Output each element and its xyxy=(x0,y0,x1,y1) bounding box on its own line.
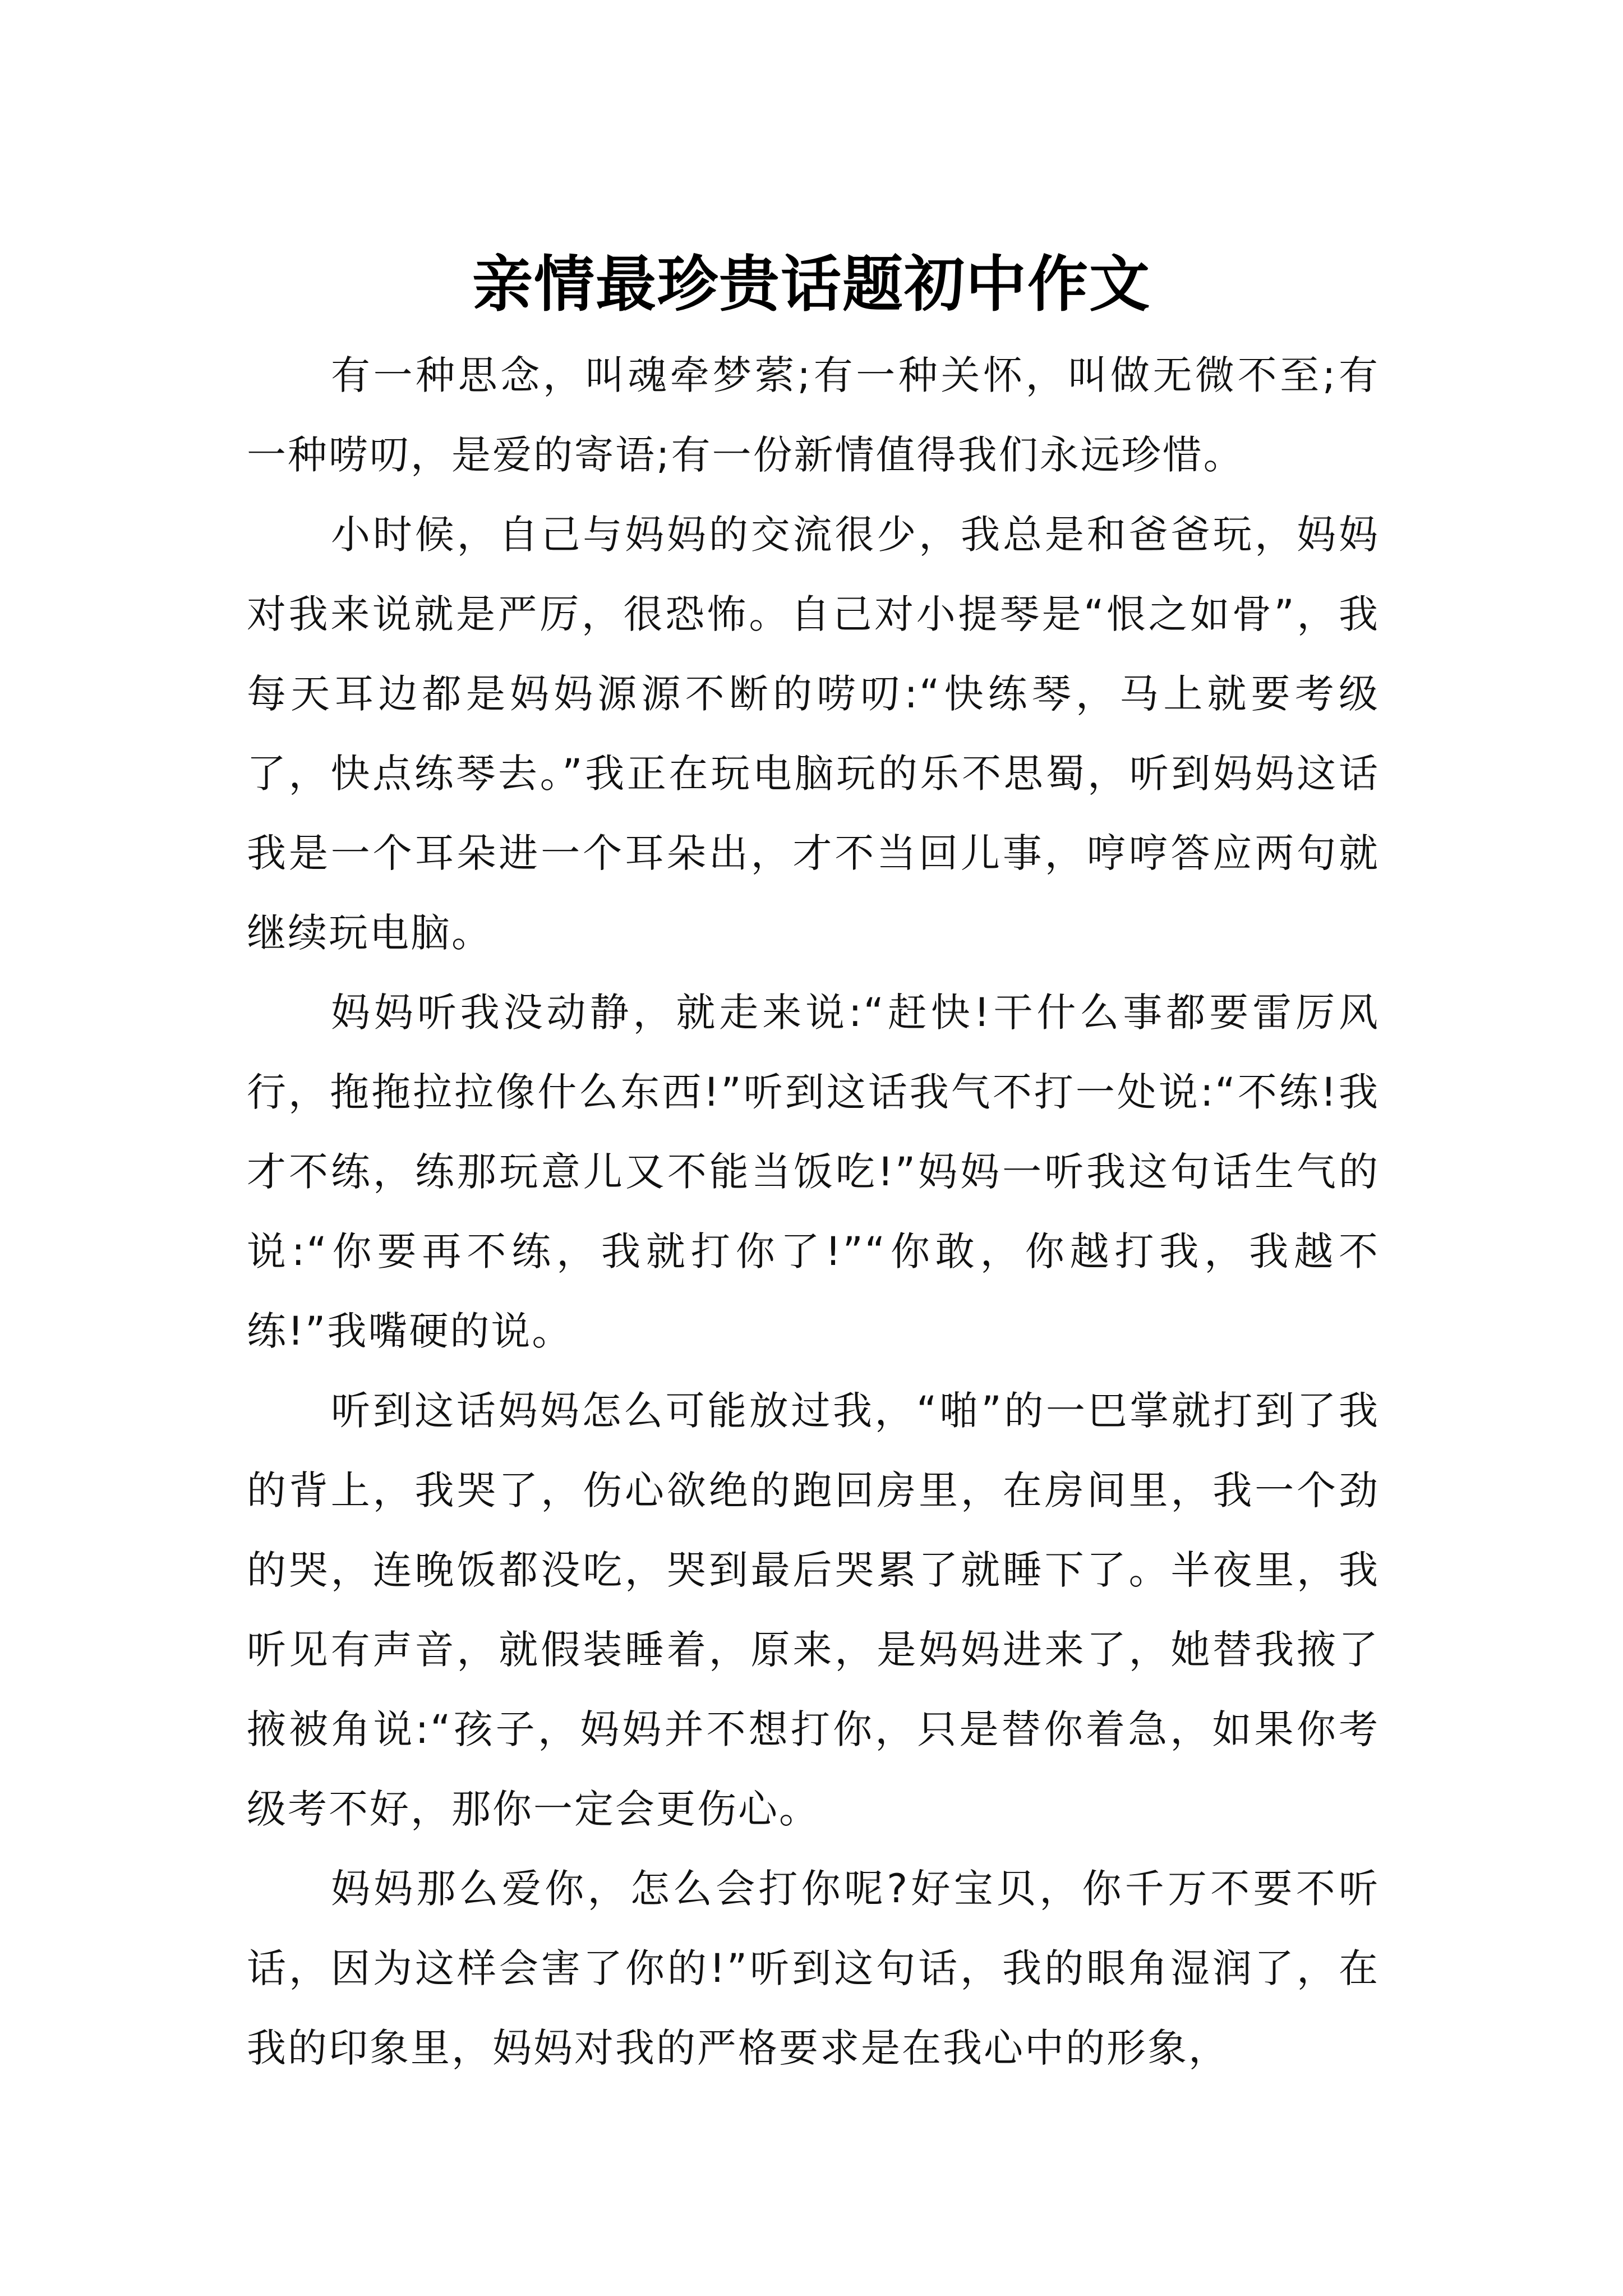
paragraph: 有一种思念，叫魂牵梦萦;有一种关怀，叫做无微不至;有一种唠叨，是爱的寄语;有一份新情值得我们永远珍惜。 xyxy=(247,352,1380,478)
document-title: 亲情最珍贵话题初中作文 xyxy=(472,249,1151,320)
paragraph: 小时候，自己与妈妈的交流很少，我总是和爸爸玩，妈妈对我来说就是严厉，很恐怖。自己对小提琴是“恨之如骨”，我每天耳边都是妈妈源源不断的唠叨:“快练琴，马上就要考级了，快点练琴去。”我正在玩电脑玩的乐不思蜀，听到妈妈这话我是一个耳朵进一个耳朵出，才不当回儿事，哼哼答应两句就继续玩电脑。 xyxy=(247,512,1380,956)
document-body xyxy=(247,335,1380,2088)
paragraph: 妈妈听我没动静，就走来说:“赶快!干什么事都要雷厉风行，拖拖拉拉像什么东西!”听到这话我气不打一处说:“不练!我才不练，练那玩意儿又不能当饭吃!”妈妈一听我这句话生气的说:“你要再不练，我就打你了!”“你敢，你越打我，我越不练!”我嘴硬的说。 xyxy=(247,990,1380,1354)
paragraph: 妈妈那么爱你，怎么会打你呢?好宝贝，你千万不要不听话，因为这样会害了你的!”听到这句话，我的眼角湿润了，在我的印象里，妈妈对我的严格要求是在我心中的形象， xyxy=(247,1866,1380,2071)
paragraph: 听到这话妈妈怎么可能放过我，“啪”的一巴掌就打到了我的背上，我哭了，伤心欲绝的跑回房里，在房间里，我一个劲的哭，连晚饭都没吃，哭到最后哭累了就睡下了。半夜里，我听见有声音，就假装睡着，原来，是妈妈进来了，她替我掖了掖被角说:“孩子，妈妈并不想打你，只是替你着急，如果你考级考不好，那你一定会更伤心。 xyxy=(247,1388,1380,1832)
